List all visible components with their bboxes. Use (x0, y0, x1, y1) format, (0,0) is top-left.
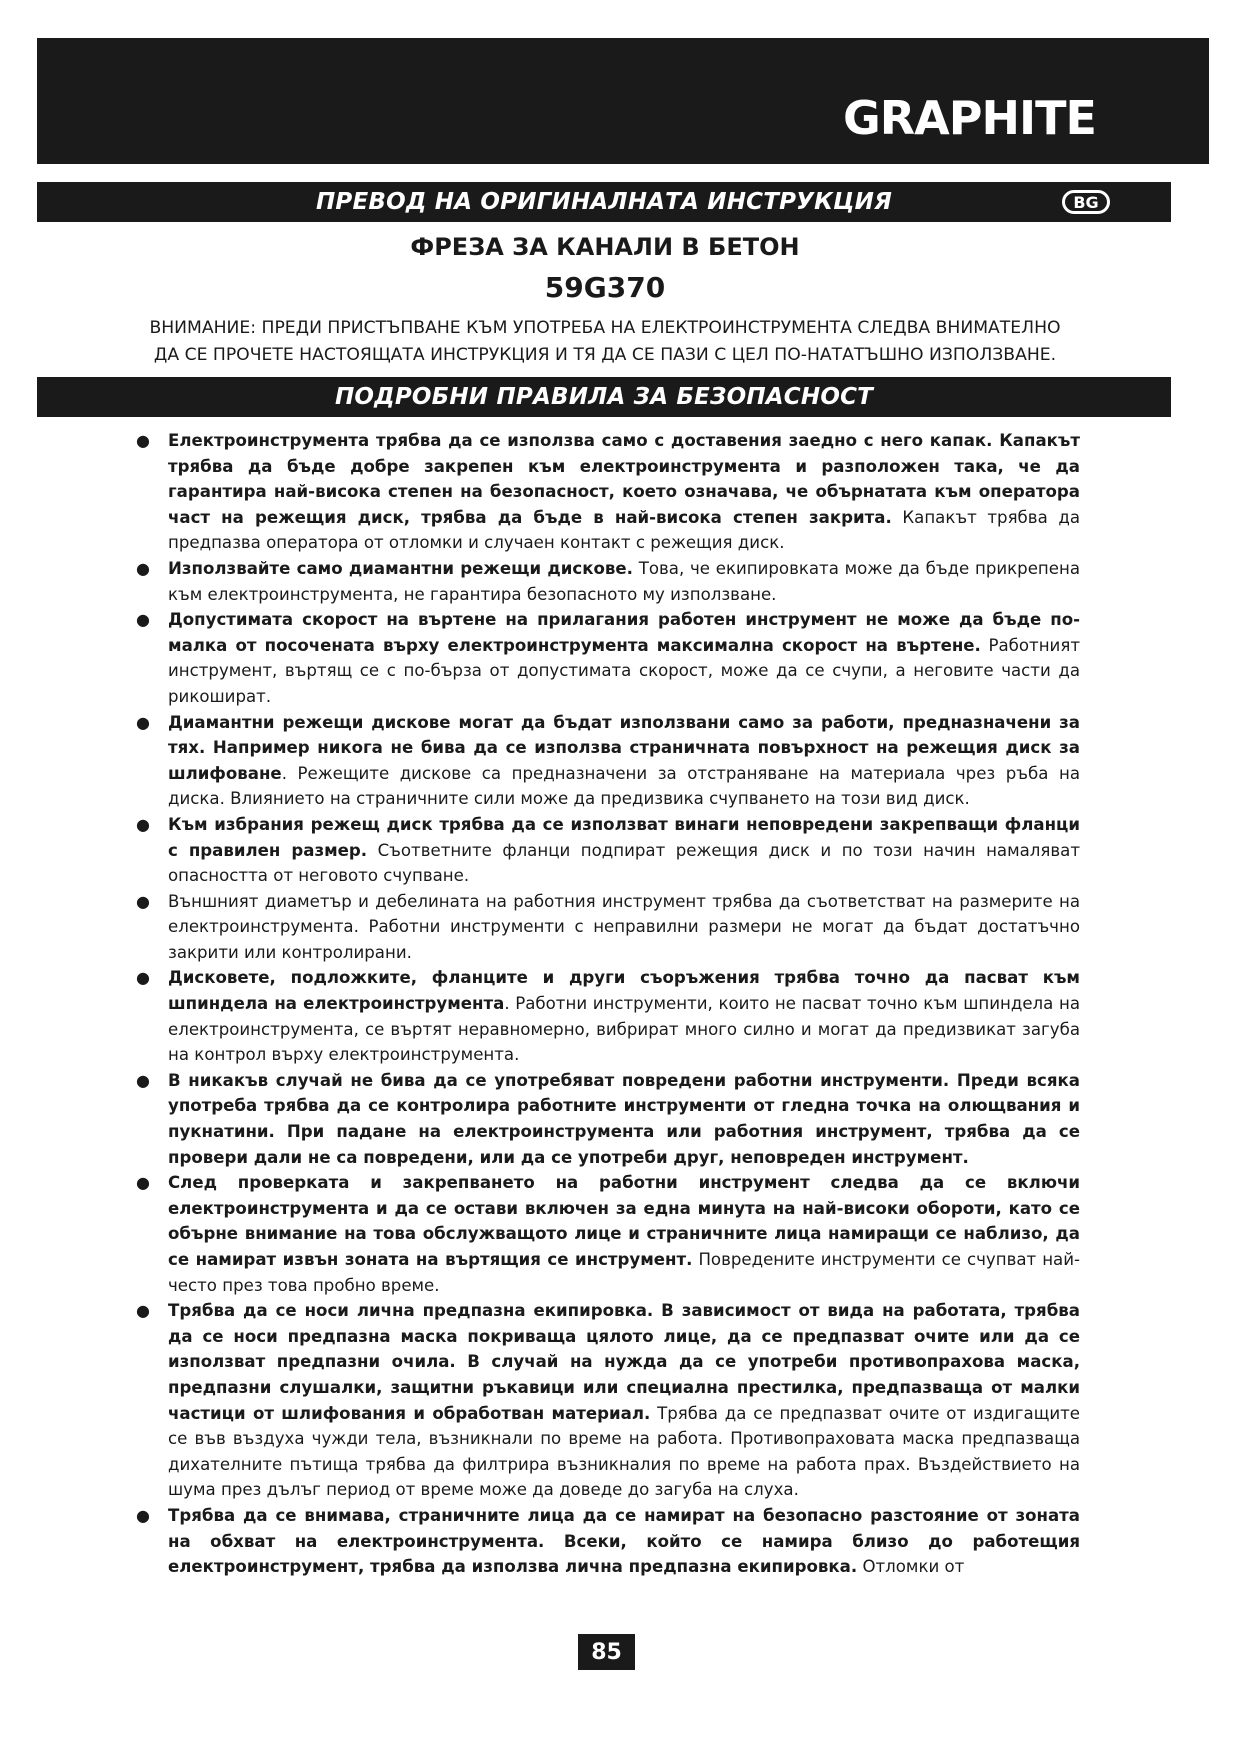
bullet-icon: ● (136, 558, 150, 578)
list-item (132, 607, 1080, 709)
rule-text: . Режещите дискове са предназначени за отстраняване на материала чрез ръба на диска. Влиянието на страничните сили може да предизвика счупването на този вид диск. (168, 763, 1080, 809)
list-item (132, 1068, 1080, 1170)
safety-rules-list (132, 428, 1080, 1580)
bullet-icon: ● (136, 968, 150, 988)
list-item (132, 556, 1080, 607)
list-item (132, 889, 1080, 966)
list-item (132, 1170, 1080, 1298)
graphite-logo (843, 86, 1113, 146)
rule-bold: След проверката и закрепването на работни инструмент следва да се включи електроинструмента и да се остави включен за една минута на най-високи обороти, като се обърне внимание на това обслужващото лице и страничните лица намиращи се наблизо, да се намират извън зоната на въртящия се инструмент. (168, 1173, 1080, 1269)
model-number: 59G370 (544, 271, 666, 304)
list-item (132, 965, 1080, 1067)
warning-line: ВНИМАНИЕ: ПРЕДИ ПРИСТЪПВАНЕ КЪМ УПОТРЕБА НА ЕЛЕКТРОИНСТРУМЕНТА СЛЕДВА ВНИМАТЕЛНО (149, 318, 1061, 338)
translation-title: ПРЕВОД НА ОРИГИНАЛНАТА ИНСТРУКЦИЯ (315, 189, 893, 215)
warning-line: ДА СЕ ПРОЧЕТЕ НАСТОЯЩАТА ИНСТРУКЦИЯ И ТЯ ДА СЕ ПАЗИ С ЦЕЛ ПО-НАТАТЪШНО ИЗПОЛЗВАНЕ. (153, 345, 1057, 365)
bullet-icon: ● (136, 1173, 150, 1193)
rule-text: Трябва да се предпазват очите от издигащите се във въздуха чужди тела, възникнали по време на работа. Противопраховата маска предпазваща дихателните пътища трябва да филтрира възникналия по време на работа прах. Въздействието на шума през дълъг период от време може да доведе до загуба на слуха. (168, 1403, 1080, 1500)
rule-text: Външният диаметър и дебелината на работния инструмент трябва да съответстват на размерите на електроинструмента. Работни инструменти с неправилни размери не могат да бъдат достатъчно закрити или контролирани. (168, 891, 1080, 962)
rule-text: Това, че екипировката може да бъде прикрепена към електроинструмента, не гарантира безопасното му използване. (168, 558, 1080, 604)
logo-text: GRAPHITE (843, 91, 1096, 145)
rule-text: Съответните фланци подпират режещия диск и по този начин намаляват опасността от неговото счупване. (168, 840, 1080, 886)
list-item (132, 812, 1080, 889)
translation-title-band (37, 182, 1171, 222)
bullet-icon: ● (136, 1505, 150, 1525)
warning-notice (130, 315, 1080, 369)
rule-bold: Допустимата скорост на въртене на прилагания работен инструмент не може да бъде по-малка от посочената върху електроинструмента максимална скорост на въртене. (168, 610, 1080, 655)
list-item (132, 1503, 1080, 1580)
bullet-icon: ● (136, 814, 150, 834)
rule-bold: Към избрания режещ диск трябва да се използват винаги неповредени закрепващи фланци с правилен размер. (168, 814, 1080, 860)
bullet-icon: ● (136, 610, 150, 630)
rule-text: Повредените инструменти се счупват най-често през това пробно време. (168, 1250, 1080, 1295)
rule-bold: Диамантни режещи дискове могат да бъдат използвани само за работи, предназначени за тях. Например никога не бива да се използва страничната повърхност на режещия диск за шлифоване (168, 712, 1080, 783)
bullet-icon: ● (136, 891, 150, 911)
language-badge: BG (1062, 190, 1110, 214)
rule-bold: Използвайте само диамантни режещи дискове. (168, 558, 633, 578)
bullet-icon: ● (136, 1301, 150, 1321)
rule-bold: Трябва да се внимава, страничните лица да се намират на безопасно разстояние от зоната на обхват на електроинструмента. Всеки, който се намира близо до работещия електроинструмент, трябва да използва лична предпазна екипировка. (168, 1505, 1080, 1577)
bullet-icon: ● (136, 431, 150, 450)
rule-text: Работният инструмент, въртящ се с по-бърза от допустимата скорост, може да се счупи, а неговите части да рикошират. (168, 635, 1080, 706)
section-title: ПОДРОБНИ ПРАВИЛА ЗА БЕЗОПАСНОСТ (334, 384, 874, 410)
bullet-icon: ● (136, 1070, 150, 1090)
list-item (132, 428, 1080, 556)
section-title-band (37, 377, 1171, 417)
rule-text: . Работни инструменти, които не пасват точно към шпиндела на електроинструмента, се въртят неравномерно, вибрират много силно и могат да предизвикат загуба на контрол върху електроинструмента. (168, 994, 1080, 1065)
graphite-logo-image (843, 86, 1113, 146)
rule-bold: В никакъв случай не бива да се употребяват повредени работни инструменти. Преди всяка употреба трябва да се контролира работните инструменти от гледна точка на олющвания и пукнатини. При падане на електроинструмента или работния инструмент, трябва да се провери дали не са повредени, или да се употреби друг, неповреден инструмент. (168, 1070, 1080, 1167)
rule-bold: Електроинструмента трябва да се използва само с доставения заедно с него капак. Капакът трябва да бъде добре закрепен към електроинструмента и разположен така, че да гарантира най-висока степен на безопасност, което означава, че обърнатата към оператора част на режещия диск, трябва да бъде в най-висока степен закрита. (168, 431, 1080, 527)
bullet-icon: ● (136, 712, 150, 732)
rule-text: Капакът трябва да предпазва оператора от отломки и случаен контакт с режещия диск. (168, 507, 1080, 553)
list-item (132, 1298, 1080, 1503)
page-number: 85 (578, 1634, 635, 1670)
product-name: ФРЕЗА ЗА КАНАЛИ В БЕТОН (410, 233, 800, 261)
rule-bold: Дисковете, подложките, фланците и други съоръжения трябва точно да пасват към шпиндела на електроинструмента (168, 968, 1080, 1014)
rule-text: Отломки от (857, 1557, 965, 1577)
list-item (132, 710, 1080, 812)
rule-bold: Трябва да се носи лична предпазна екипировка. В зависимост от вида на работата, трябва да се носи предпазна маска покриваща цялото лице, да се предпазват очите или да се използват предпазни очила. В случай на нужда да се употреби противопрахова маска, предпазни слушалки, защитни ръкавици или специална престилка, предпазваща от малки частици от шлифования и обработван материал. (168, 1301, 1080, 1423)
